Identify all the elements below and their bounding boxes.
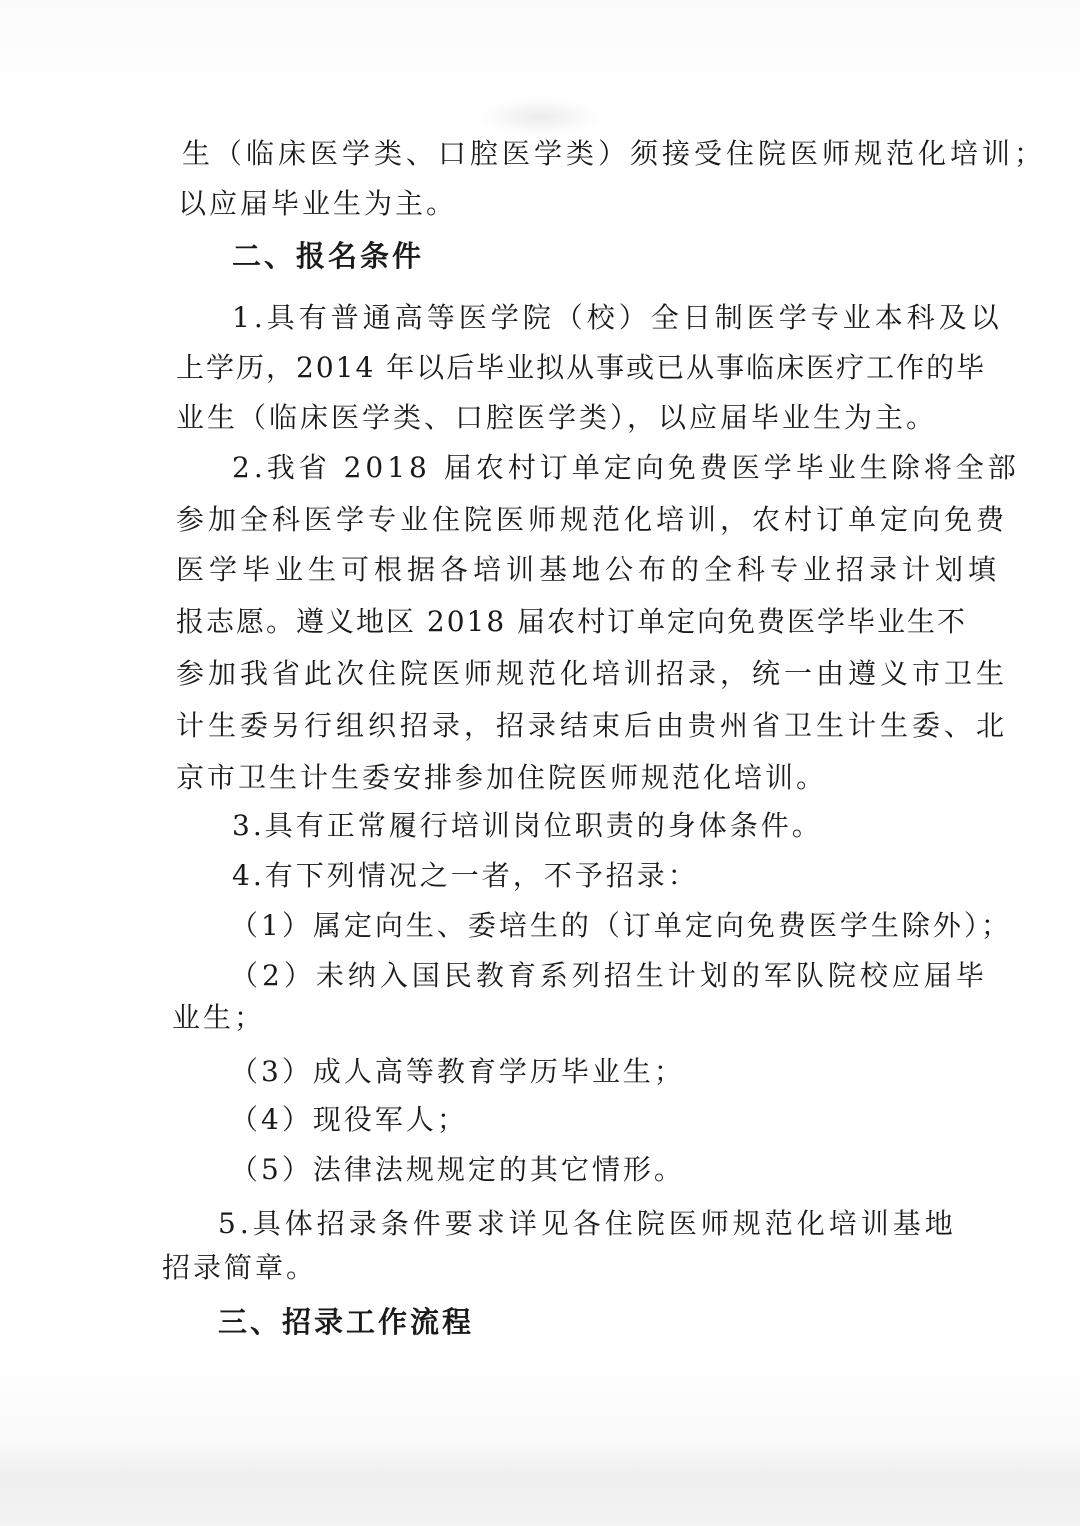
- paragraph-line: 上学历，2014 年以后毕业拟从事或已从事临床医疗工作的毕: [176, 351, 987, 384]
- paragraph-line: 1.具有普通高等医学院（校）全日制医学专业本科及以: [232, 301, 1003, 334]
- list-item: （1）属定向生、委培生的（订单定向免费医学生除外）；: [230, 909, 1012, 942]
- paragraph-line: 以应届毕业生为主。: [178, 187, 458, 220]
- paragraph-line: 报志愿。遵义地区 2018 届农村订单定向免费医学毕业生不: [176, 605, 968, 638]
- paragraph-line: 计生委另行组织招录，招录结束后由贵州省卫生计生委、北: [176, 709, 1009, 742]
- paragraph-line: 业生（临床医学类、口腔医学类），以应届毕业生为主。: [176, 401, 938, 434]
- paragraph-line: 2.我省 2018 届农村订单定向免费医学毕业生除将全部: [232, 451, 1020, 484]
- paragraph-line: 3.具有正常履行培训岗位职责的身体条件。: [232, 809, 823, 842]
- paragraph-line: 参加我省此次住院医师规范化培训招录，统一由遵义市卫生: [176, 657, 1009, 690]
- paragraph-line: 生（临床医学类、口腔医学类）须接受住院医师规范化培训；: [182, 137, 1047, 170]
- section-heading: 二、报名条件: [232, 239, 425, 273]
- paragraph-line: 5.具体招录条件要求详见各住院医师规范化培训基地: [218, 1207, 957, 1240]
- list-item: （3）成人高等教育学历毕业生；: [230, 1055, 685, 1088]
- list-item: （5）法律法规规定的其它情形。: [230, 1153, 685, 1186]
- paragraph-line: 参加全科医学专业住院医师规范化培训，农村订单定向免费: [176, 503, 1009, 536]
- scan-smudge: [480, 98, 600, 136]
- paragraph-line: 京市卫生计生委安排参加住院医师规范化培训。: [176, 761, 828, 794]
- list-item-continuation: 业生；: [172, 1001, 266, 1034]
- paragraph-line: 4.有下列情况之一者，不予招录：: [232, 859, 699, 892]
- list-item: （2）未纳入国民教育系列招生计划的军队院校应届毕: [230, 959, 988, 992]
- section-heading: 三、招录工作流程: [218, 1305, 475, 1339]
- list-item: （4）现役军人；: [230, 1103, 468, 1136]
- paragraph-line: 医学毕业生可根据各培训基地公布的全科专业招录计划填: [176, 553, 1002, 586]
- paragraph-line: 招录简章。: [162, 1251, 318, 1284]
- scan-shadow: [0, 1440, 1080, 1526]
